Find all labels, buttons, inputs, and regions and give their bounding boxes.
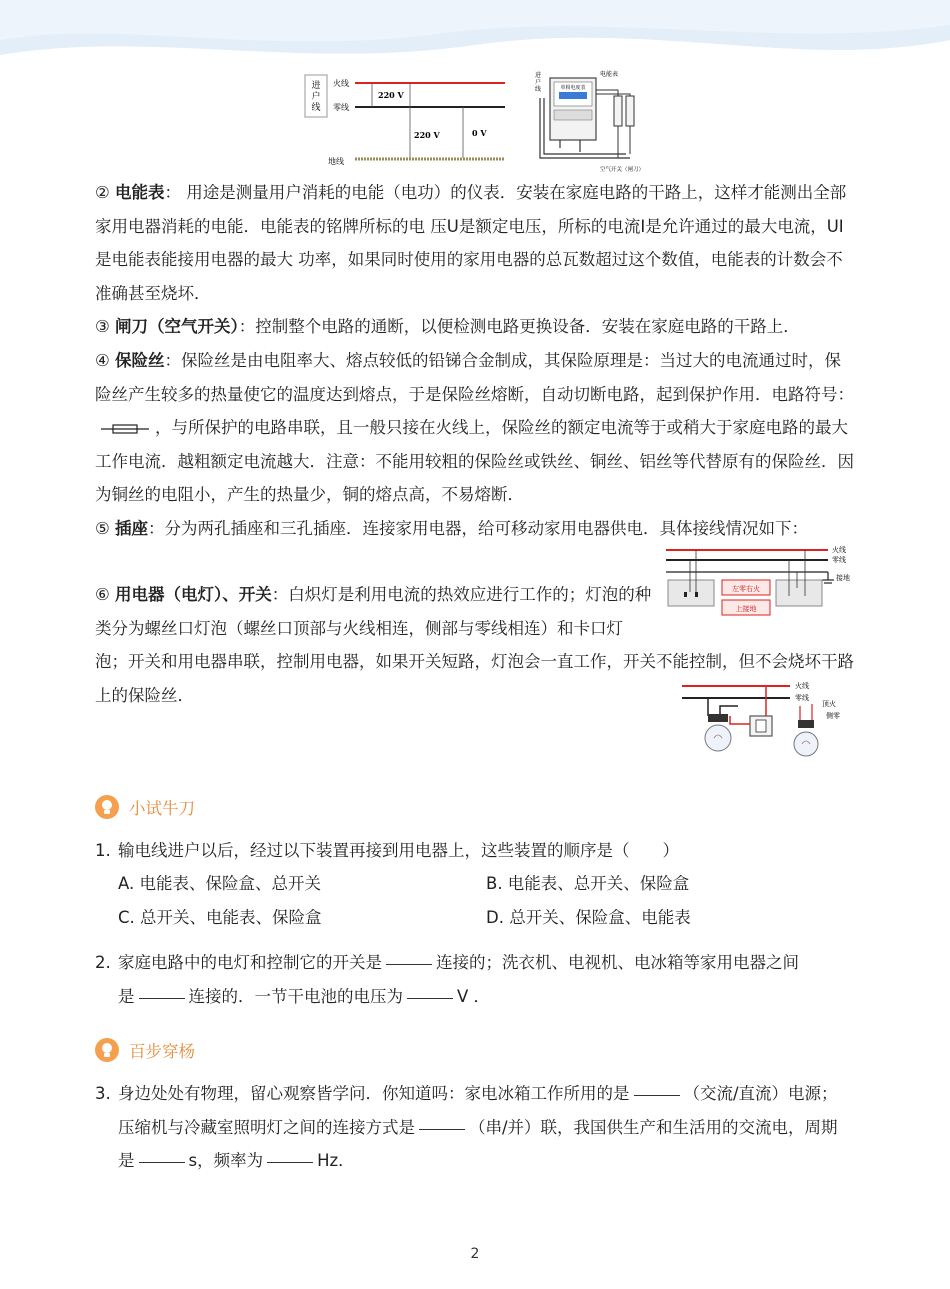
question-number: 2. xyxy=(95,953,111,972)
lamp-socket-1 xyxy=(708,714,728,722)
energy-meter-text: ： 用途是测量用户消耗的电能（电功）的仪表．安装在家庭电路的干路上，这样才能测出全部家用电器消耗的电能．电能表的铭牌所标的电 压U是额定电压，所标的电流I是允许通过的最大电流，UI是电能表能接用电器的最大 功率，如果同时使用的家用电器的总瓦数超过这个数值，电能表的计数会不准确甚至烧坏． xyxy=(95,183,847,303)
voltage-label-3: 0 V xyxy=(472,128,487,138)
voltage-diagram xyxy=(300,72,515,168)
lamp-wiring-diagram xyxy=(678,676,854,768)
item-marker: ③ xyxy=(95,317,116,336)
option-d: D. 总开关、保险盒、电能表 xyxy=(486,908,691,927)
switch-pole-2 xyxy=(626,96,634,126)
section-title: 小试牛刀 xyxy=(129,799,195,818)
socket-text: ：分为两孔插座和三孔插座．连接家用电器，给可移动家用电器供电．具体接线情况如下： xyxy=(148,519,809,538)
section-title: 百步穿杨 xyxy=(129,1042,195,1061)
entry-char-3: 线 xyxy=(534,86,542,93)
entry-char-1: 进 xyxy=(311,81,321,91)
question-2 xyxy=(95,946,875,1013)
question-number: 1. xyxy=(95,841,111,860)
answer-blank[interactable] xyxy=(139,1161,185,1163)
option-a: A. 电能表、保险盒、总开关 xyxy=(118,874,321,893)
entry-char-2: 户 xyxy=(534,79,542,86)
neutral-wire-label: 零线 xyxy=(333,103,349,112)
meter-title: 单相电度表 xyxy=(560,85,586,91)
answer-blank[interactable] xyxy=(267,1161,313,1163)
answer-blank[interactable] xyxy=(419,1128,465,1130)
item-marker: ② xyxy=(95,183,116,202)
item-marker: ⑥ xyxy=(95,585,116,604)
term-fuse: 保险丝 xyxy=(115,351,165,370)
top-ground-label: 上接地 xyxy=(735,605,757,613)
fuse-text-2: ，与所保护的电路串联，且一般只接在火线上，保险丝的额定电流等于或稍大于家庭电路的最大工作电流．越粗额定电流越大．注意：不能用较粗的保险丝或铁丝、铜丝、铝丝等代替原有的保险丝．因为铜丝的电阻小，产生的热量少，铜的熔点高，不易熔断． xyxy=(95,418,854,504)
neutral-wire-label: 零线 xyxy=(795,694,809,702)
lightbulb-icon xyxy=(95,1038,119,1062)
bulb-2-icon xyxy=(794,732,818,756)
socket-wiring-diagram xyxy=(662,540,854,620)
left-zero-right-live-label: 左零右火 xyxy=(732,585,760,593)
paragraph-knife-switch xyxy=(95,310,855,344)
neutral-wire-label: 零线 xyxy=(832,556,846,564)
tip-live-label: 顶火 xyxy=(822,700,836,708)
voltage-label-1: 220 V xyxy=(378,90,404,100)
bulb-1-icon xyxy=(705,725,731,751)
knife-switch-text: ：控制整个电路的通断，以便检测电路更换设备．安装在家庭电路的干路上． xyxy=(238,317,800,336)
answer-blank[interactable] xyxy=(634,1094,680,1096)
question-text-part: 家庭电路中的电灯和控制它的开关是 xyxy=(118,953,382,972)
entry-char-2: 户 xyxy=(311,92,321,102)
ground-label: 接地 xyxy=(836,574,850,582)
question-number: 3. xyxy=(95,1084,111,1103)
question-text-part: （串/并）联，我国供生产和生活用的交流电，周期 xyxy=(469,1117,838,1137)
question-text-part: 压缩机与冷藏室照明灯之间的连接方式是 xyxy=(118,1117,415,1137)
item-marker: ⑤ xyxy=(95,519,116,538)
question-text-part: 身边处处有物理，留心观察皆学问．你知道吗：家电冰箱工作所用的是 xyxy=(118,1084,630,1103)
switch-label: 空气开关（闸刀） xyxy=(600,167,645,173)
answer-blank[interactable] xyxy=(139,997,185,999)
question-text-part: 是 xyxy=(118,1151,135,1170)
two-hole-socket xyxy=(668,580,714,606)
option-b: B. 电能表、总开关、保险盒 xyxy=(486,874,690,893)
side-zero-label: 侧零 xyxy=(826,712,840,720)
question-text-part: 是 xyxy=(118,986,135,1006)
section-header-advanced xyxy=(95,1038,195,1062)
lightbulb-icon xyxy=(95,795,119,819)
answer-blank[interactable] xyxy=(386,963,432,965)
term-knife-switch: 闸刀（空气开关） xyxy=(115,317,239,336)
term-appliance: 用电器（电灯）、开关 xyxy=(115,585,272,604)
term-energy-meter: 电能表 xyxy=(115,183,165,202)
question-text-part: Hz． xyxy=(317,1151,355,1170)
paragraph-appliance-part1 xyxy=(95,578,657,645)
entry-char-3: 线 xyxy=(311,103,321,113)
paragraph-fuse xyxy=(95,344,855,512)
question-text-part: s，频率为 xyxy=(188,1151,264,1170)
live-wire-label: 火线 xyxy=(832,546,846,554)
question-text-part: V ． xyxy=(457,986,491,1006)
question-text-part: 连接的．一节干电池的电压为 xyxy=(188,986,403,1006)
section-header-practice xyxy=(95,795,195,819)
header-wave-decoration xyxy=(0,0,950,70)
answer-blank[interactable] xyxy=(407,997,453,999)
live-wire-label: 火线 xyxy=(795,682,809,690)
ground-wire-label: 地线 xyxy=(328,157,344,166)
live-wire-label: 火线 xyxy=(333,79,349,88)
page-number: 2 xyxy=(470,1246,480,1262)
switch-pole-1 xyxy=(614,96,622,126)
question-1 xyxy=(95,834,875,868)
question-text-part: （交流/直流）电源； xyxy=(683,1084,838,1103)
paragraph-energy-meter xyxy=(95,176,855,310)
option-c: C. 总开关、电能表、保险盒 xyxy=(118,908,322,927)
voltage-label-2: 220 V xyxy=(414,130,440,140)
question-text-part: 连接的；洗衣机、电视机、电冰箱等家用电器之间 xyxy=(436,953,799,972)
meter-label: 电能表 xyxy=(600,71,619,78)
fuse-symbol-icon xyxy=(99,423,151,435)
item-marker: ④ xyxy=(95,351,116,370)
three-hole-socket xyxy=(776,580,822,606)
appliance-text-1: ：白炽灯是利用电流的热效应进行工作的；灯泡的种类分为螺丝口灯泡（螺丝口顶部与火线相连，侧部与零线相连）和卡口灯 xyxy=(95,585,652,638)
question-text: 输电线进户以后，经过以下装置再接到用电器上，这些装置的顺序是（ ） xyxy=(118,841,679,860)
entry-char-1: 进 xyxy=(534,72,542,79)
appliance-text-2: 泡；开关和用电器串联，控制用电器，如果开关短路，灯泡会一直工作，开关不能控制，但不会烧坏干路上的保险丝． xyxy=(95,652,854,705)
term-socket: 插座 xyxy=(115,519,149,538)
fuse-text-1: ：保险丝是由电阻率大、熔点较低的铅锑合金制成，其保险原理是：当过大的电流通过时，保险丝产生较多的热量使它的温度达到熔点，于是保险丝熔断，自动切断电路，起到保护作用．电路符号： xyxy=(95,351,854,404)
question-3 xyxy=(95,1077,875,1178)
lamp-socket-2 xyxy=(798,720,814,728)
meter-switch-diagram xyxy=(530,68,645,174)
